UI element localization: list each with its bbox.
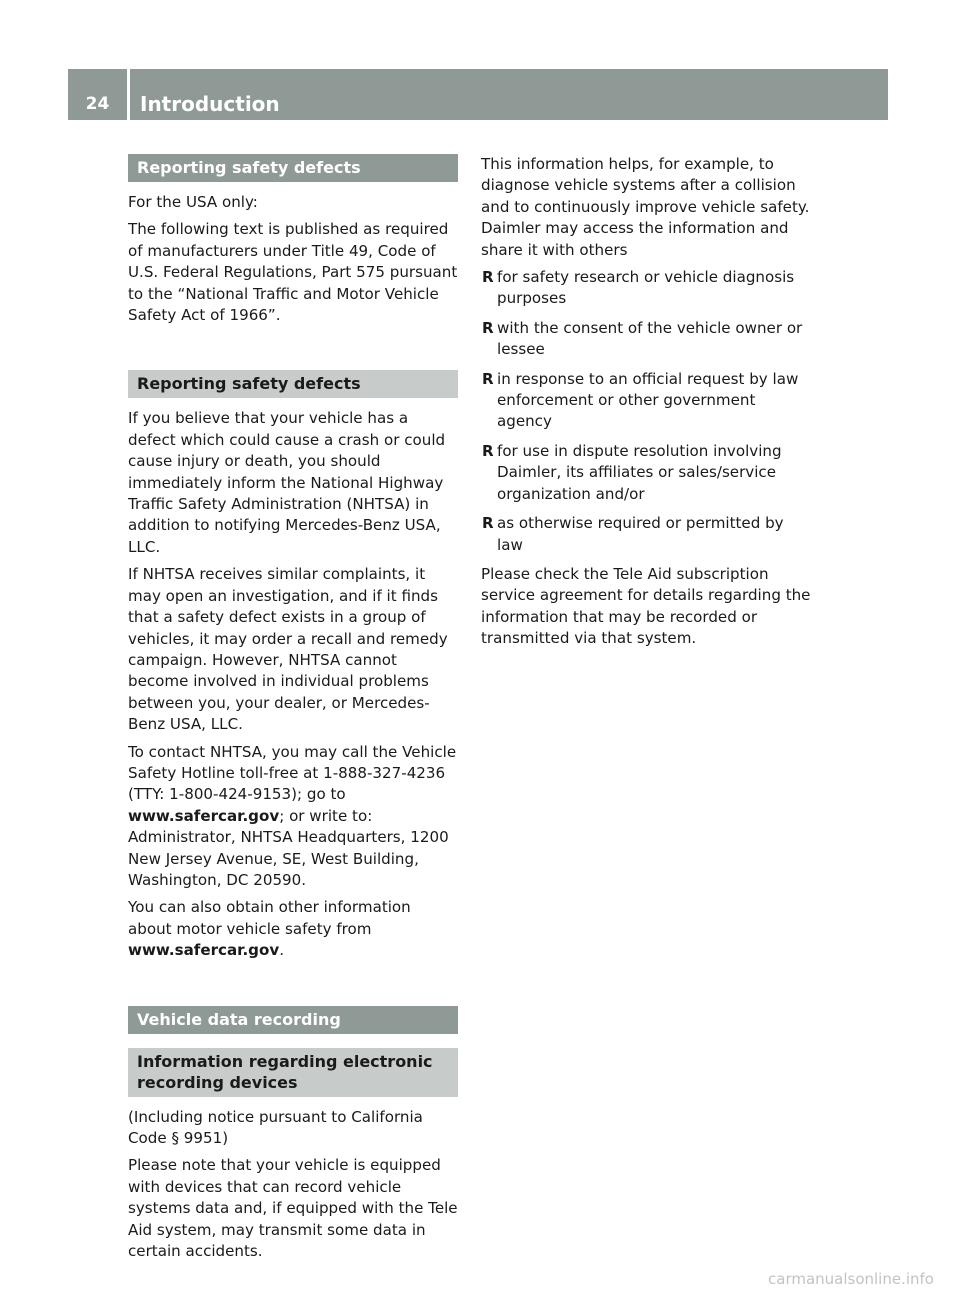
left-column	[128, 154, 458, 1268]
bullet-icon: R	[482, 369, 494, 388]
subsection-heading-reporting: Reporting safety defects	[128, 370, 458, 398]
page-number: 24	[85, 94, 110, 114]
chapter-title: Introduction	[140, 92, 280, 116]
regulation-text: The following text is published as required of manufacturers under Title 49, Code of U.S. Federal Regulations, Part 575 pursuant to the “National Traffic and Motor Vehicle Safety Act of 1966”.	[128, 220, 458, 325]
header-divider	[127, 69, 130, 120]
more-info-paragraph: You can also obtain other information about motor vehicle safety from www.safercar.gov.	[128, 898, 411, 960]
watermark: carmanualsonline.info	[768, 1270, 934, 1288]
list-item: R as otherwise required or permitted by law	[482, 514, 784, 554]
bullet-icon: R	[482, 268, 494, 287]
list-item: R with the consent of the vehicle owner or lessee	[482, 318, 803, 359]
list-item: R for safety research or vehicle diagnosis purposes	[482, 268, 795, 308]
info-helps-paragraph: This information helps, for example, to diagnose vehicle systems after a collision and to continuously improve vehicle safety. Daimler may access the information and share it with others	[481, 155, 810, 259]
defect-paragraph: If you believe that your vehicle has a defect which could cause a crash or could cause injury or death, you should immediately inform the National Highway Traffic Safety Administration (NHTSA) in addition to notifying Mercedes-Benz USA, LLC.	[128, 409, 446, 556]
bullet-icon: R	[482, 441, 494, 460]
list-item: R in response to an official request by law enforcement or other government agency	[482, 369, 799, 431]
tele-aid-paragraph: Please check the Tele Aid subscription service agreement for details regarding the information that may be recorded or transmitted via that system.	[481, 564, 811, 648]
right-column	[481, 154, 811, 656]
safercar-link[interactable]: www.safercar.gov	[128, 806, 280, 825]
recording-devices-paragraph: Please note that your vehicle is equipped with devices that can record vehicle systems data and, if equipped with the Tele Aid system, may transmit some data in certain accidents.	[128, 1156, 458, 1261]
subsection-heading-recording-devices: Information regarding electronic recording devices	[128, 1048, 458, 1097]
bullet-icon: R	[482, 318, 494, 337]
safercar-link-2[interactable]: www.safercar.gov	[128, 941, 280, 960]
share-reasons-list	[481, 267, 811, 556]
contact-nhtsa-paragraph: To contact NHTSA, you may call the Vehicle Safety Hotline toll-free at 1-888-327-4236 (TTY: 1-800-424-9153); go to www.safercar.gov; or write to: Administrator, NHTSA Headquarters, 1200 New Jersey Avenue, SE, West Building, Washington, DC 20590.	[128, 742, 457, 889]
section-heading-vehicle-data: Vehicle data recording	[128, 1006, 458, 1034]
section-heading-reporting: Reporting safety defects	[128, 154, 458, 182]
california-code-text: (Including notice pursuant to California Code § 9951)	[128, 1107, 423, 1147]
nhtsa-investigation-paragraph: If NHTSA receives similar complaints, it may open an investigation, and if it finds that a safety defect exists in a group of vehicles, it may order a recall and remedy campaign. However, NHTSA cannot become involved in individual problems between you, your dealer, or Mercedes-Benz USA, LLC.	[128, 565, 448, 734]
usa-only-text: For the USA only:	[128, 193, 258, 211]
list-item: R for use in dispute resolution involving Daimler, its affiliates or sales/service organization and/or	[482, 441, 782, 503]
bullet-icon: R	[482, 514, 494, 533]
page-header	[68, 69, 888, 120]
